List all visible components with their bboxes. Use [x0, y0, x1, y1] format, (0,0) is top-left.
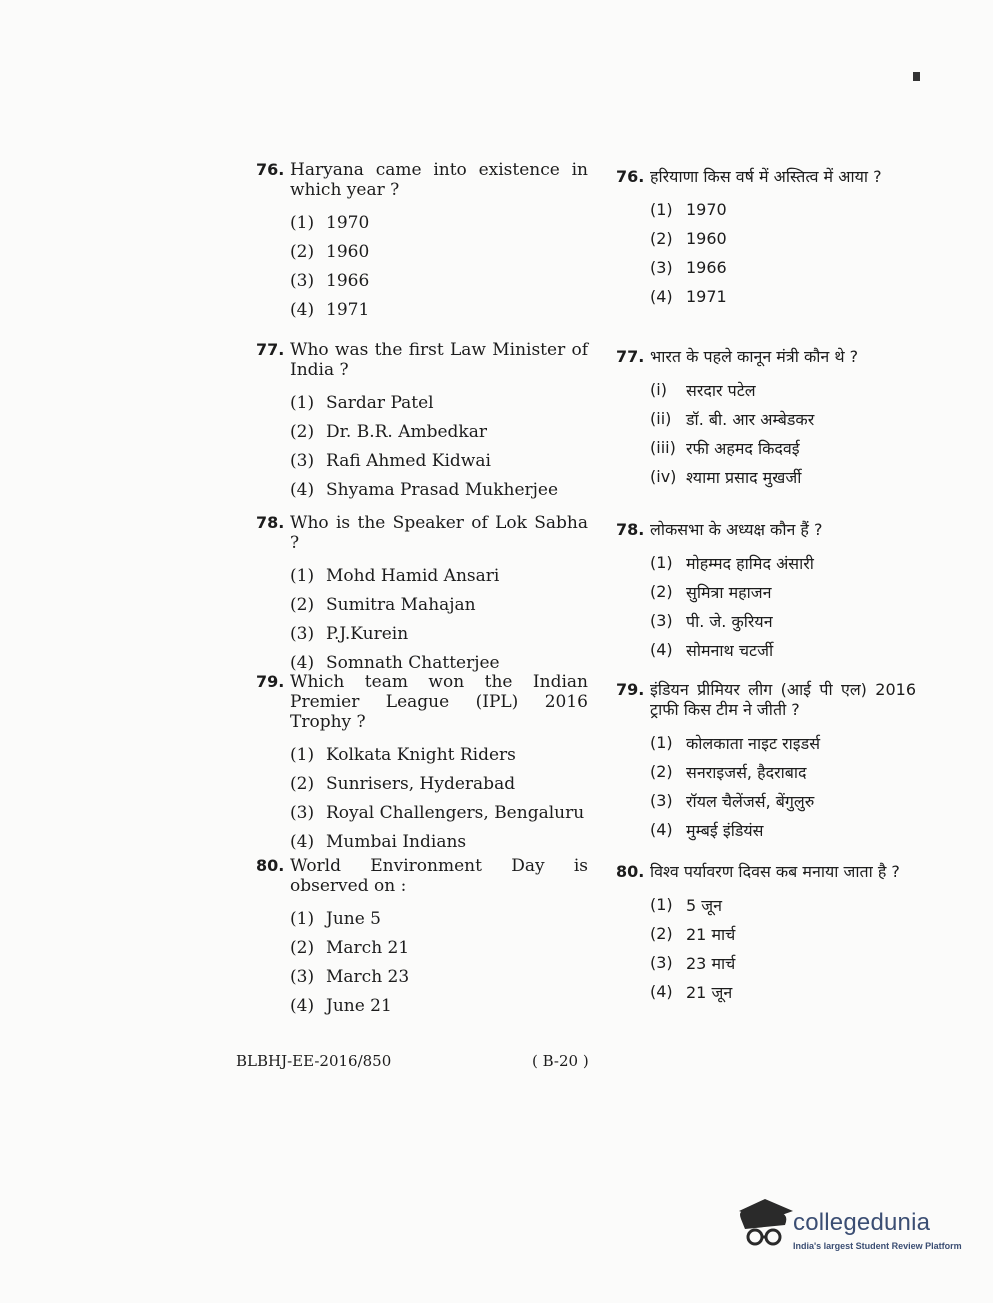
option: [256, 266, 588, 295]
option-text: Mumbai Indians: [326, 831, 467, 852]
question-number: 80.: [256, 856, 285, 875]
option-text: मुम्बई इंडियंस: [686, 820, 764, 840]
option-number: (4): [650, 982, 673, 1001]
option-number: (2): [290, 241, 315, 262]
option-list: [256, 904, 588, 1020]
question-text: हरियाणा किस वर्ष में अस्तित्व में आया ?: [650, 167, 882, 186]
option: [256, 991, 588, 1020]
option: [256, 769, 588, 798]
option: [256, 962, 588, 991]
option: [256, 619, 588, 648]
option-number: (2): [650, 924, 673, 943]
option-number: (4): [290, 995, 315, 1016]
option: [616, 282, 916, 311]
question-number: 76.: [256, 160, 285, 179]
question-text: इंडियन प्रीमियर लीग (आई पी एल) 2016 ट्राफी किस टीम ने जीती ?: [650, 680, 916, 719]
option-list: [616, 375, 916, 491]
option-text: 23 मार्च: [686, 953, 736, 973]
option-text: Sardar Patel: [326, 392, 434, 413]
option: [616, 890, 916, 919]
mascot-icon: [735, 1195, 797, 1261]
question-number: 78.: [256, 513, 285, 532]
option: [256, 446, 588, 475]
question-76: [616, 167, 916, 311]
option-list: [616, 195, 916, 311]
option-list: [256, 388, 588, 504]
question-80: [256, 856, 588, 1020]
option-number: (1): [290, 908, 315, 929]
option-text: Sunrisers, Hyderabad: [326, 773, 516, 794]
option-number: (3): [290, 802, 315, 823]
option-text: P.J.Kurein: [326, 623, 409, 644]
option-list: [616, 548, 916, 664]
option-number: (2): [290, 421, 315, 442]
option-number: (3): [290, 623, 315, 644]
option-text: 1960: [686, 229, 727, 248]
question-78: [256, 513, 588, 677]
option-text: सोमनाथ चटर्जी: [686, 640, 774, 660]
option-number: (3): [290, 966, 315, 987]
question-78: [616, 520, 916, 664]
option-number: (i): [650, 380, 667, 399]
option-list: [616, 890, 916, 1006]
option-number: (iii): [650, 438, 676, 457]
option: [616, 375, 916, 404]
page-number: ( B-20 ): [532, 1052, 589, 1070]
option: [256, 475, 588, 504]
option-text: 5 जून: [686, 895, 723, 915]
option-text: Royal Challengers, Bengaluru: [326, 802, 585, 823]
question-number: 77.: [256, 340, 285, 359]
option: [616, 815, 916, 844]
question-number: 79.: [256, 672, 285, 691]
option: [616, 786, 916, 815]
option-text: 1971: [326, 299, 370, 320]
option-text: पी. जे. कुरियन: [686, 611, 773, 631]
question-text: Haryana came into existence in which year ?: [290, 160, 588, 200]
option-list: [256, 208, 588, 324]
option-number: (2): [650, 762, 673, 781]
option-text: रॉयल चैलेंजर्स, बेंगुलुरु: [686, 791, 815, 811]
option: [616, 635, 916, 664]
option-number: (2): [290, 937, 315, 958]
option: [616, 757, 916, 786]
option-number: (3): [290, 450, 315, 471]
option: [256, 798, 588, 827]
option-number: (1): [650, 895, 673, 914]
option-number: (4): [650, 287, 673, 306]
option-number: (1): [650, 733, 673, 752]
option-text: Sumitra Mahajan: [326, 594, 476, 615]
option-text: 1971: [686, 287, 727, 306]
question-79: [256, 672, 588, 856]
paper-code: BLBHJ-EE-2016/850: [236, 1052, 392, 1070]
question-text: Which team won the Indian Premier League (IPL) 2016 Trophy ?: [290, 672, 588, 732]
question-80: [616, 862, 916, 1006]
option: [616, 224, 916, 253]
question-77: [256, 340, 588, 504]
option-text: 1970: [686, 200, 727, 219]
option: [256, 827, 588, 856]
corner-mark: [913, 72, 920, 81]
option-number: (3): [650, 258, 673, 277]
option: [256, 933, 588, 962]
option-number: (1): [290, 392, 315, 413]
option-number: (2): [650, 229, 673, 248]
option-list: [256, 561, 588, 677]
option: [256, 388, 588, 417]
option-number: (1): [290, 565, 315, 586]
option: [616, 462, 916, 491]
option-number: (4): [290, 831, 315, 852]
logo-name: collegedunia: [793, 1209, 931, 1236]
option: [616, 433, 916, 462]
option: [256, 295, 588, 324]
option-text: 1966: [686, 258, 727, 277]
option-text: मोहम्मद हामिद अंसारी: [686, 553, 814, 573]
option-text: डॉ. बी. आर अम्बेडकर: [686, 409, 815, 429]
question-76: [256, 160, 588, 324]
option-text: Kolkata Knight Riders: [326, 744, 516, 765]
option: [616, 404, 916, 433]
option-text: सनराइजर्स, हैदराबाद: [686, 762, 807, 782]
option: [616, 195, 916, 224]
option-text: June 5: [326, 908, 381, 929]
option: [616, 548, 916, 577]
option-number: (4): [290, 299, 315, 320]
question-text: World Environment Day is observed on :: [290, 856, 588, 896]
question-77: [616, 347, 916, 491]
option-number: (2): [650, 582, 673, 601]
question-number: 79.: [616, 680, 645, 699]
option: [256, 740, 588, 769]
option: [256, 208, 588, 237]
option-number: (1): [290, 212, 315, 233]
option-number: (3): [290, 270, 315, 291]
option-number: (iv): [650, 467, 677, 486]
option: [616, 606, 916, 635]
option-text: श्यामा प्रसाद मुखर्जी: [686, 467, 802, 487]
option-text: 21 मार्च: [686, 924, 736, 944]
option-number: (4): [290, 652, 315, 673]
option-number: (2): [290, 594, 315, 615]
option-text: सुमित्रा महाजन: [686, 582, 772, 602]
question-number: 78.: [616, 520, 645, 539]
option: [616, 253, 916, 282]
option-number: (2): [290, 773, 315, 794]
option: [616, 577, 916, 606]
option-text: 1960: [326, 241, 370, 262]
option-number: (1): [650, 553, 673, 572]
question-number: 80.: [616, 862, 645, 881]
option-text: 1970: [326, 212, 370, 233]
option-text: Somnath Chatterjee: [326, 652, 500, 673]
collegedunia-logo: [735, 1195, 965, 1261]
option: [616, 919, 916, 948]
option-text: कोलकाता नाइट राइडर्स: [686, 733, 821, 753]
option: [256, 590, 588, 619]
option-text: सरदार पटेल: [686, 380, 756, 400]
question-79: [616, 680, 916, 844]
option-text: March 23: [326, 966, 410, 987]
question-text: लोकसभा के अध्यक्ष कौन हैं ?: [650, 520, 823, 539]
option-number: (1): [650, 200, 673, 219]
option-number: (1): [290, 744, 315, 765]
option-list: [256, 740, 588, 856]
option-text: Shyama Prasad Mukherjee: [326, 479, 559, 500]
option-number: (ii): [650, 409, 672, 428]
question-text: विश्व पर्यावरण दिवस कब मनाया जाता है ?: [650, 862, 900, 881]
option-text: रफी अहमद किदवई: [686, 438, 800, 458]
option: [256, 904, 588, 933]
option-text: June 21: [326, 995, 392, 1016]
question-text: भारत के पहले कानून मंत्री कौन थे ?: [650, 347, 859, 366]
option: [256, 417, 588, 446]
question-number: 77.: [616, 347, 645, 366]
option-text: Mohd Hamid Ansari: [326, 565, 500, 586]
option: [616, 728, 916, 757]
option-list: [616, 728, 916, 844]
option-number: (3): [650, 953, 673, 972]
question-text: Who was the first Law Minister of India ?: [290, 340, 588, 380]
option-text: 1966: [326, 270, 370, 291]
option-text: 21 जून: [686, 982, 733, 1002]
option-number: (4): [290, 479, 315, 500]
question-number: 76.: [616, 167, 645, 186]
option-text: Dr. B.R. Ambedkar: [326, 421, 487, 442]
option: [256, 237, 588, 266]
option: [616, 948, 916, 977]
option-number: (3): [650, 791, 673, 810]
option-number: (3): [650, 611, 673, 630]
logo-tagline: India's largest Student Review Platform: [793, 1241, 962, 1251]
option-number: (4): [650, 820, 673, 839]
option: [616, 977, 916, 1006]
option-number: (4): [650, 640, 673, 659]
option: [256, 561, 588, 590]
option-text: March 21: [326, 937, 410, 958]
option-text: Rafi Ahmed Kidwai: [326, 450, 491, 471]
question-text: Who is the Speaker of Lok Sabha ?: [290, 513, 588, 553]
